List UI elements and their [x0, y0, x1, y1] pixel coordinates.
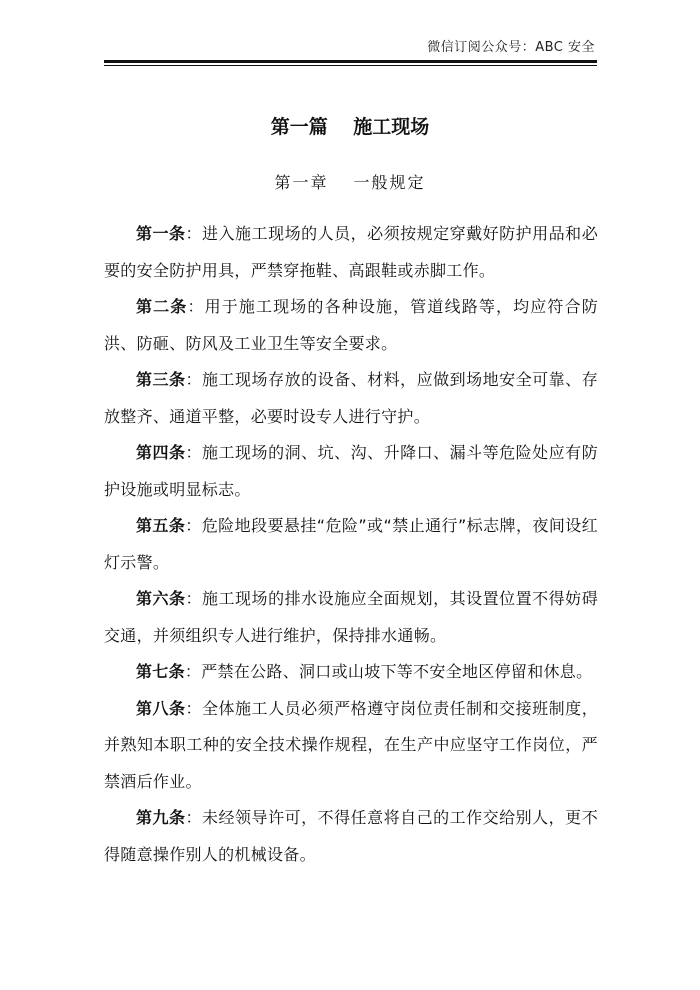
article-body: ：施工现场的洞、坑、沟、升降口、漏斗等危险处应有防护设施或明显标志。 — [104, 443, 598, 499]
article-body: ：危险地段要悬挂“危险”或“禁止通行”标志牌，夜间设红灯示警。 — [104, 516, 598, 572]
article-number: 第八条 — [136, 698, 186, 718]
article-8 — [104, 691, 598, 801]
article-5 — [104, 508, 598, 581]
article-number: 第七条 — [136, 662, 185, 681]
article-body: ：进入施工现场的人员，必须按规定穿戴好防护用品和必要的安全防护用具，严禁穿拖鞋、高跟鞋或赤脚工作。 — [104, 224, 598, 280]
article-1 — [104, 216, 598, 289]
article-body: ：施工现场的排水设施应全面规划，其设置位置不得妨碍交通，并须组织专人进行维护，保持排水通畅。 — [104, 589, 598, 645]
article-list — [104, 216, 598, 873]
article-2 — [104, 289, 598, 362]
article-number: 第一条 — [136, 224, 186, 243]
chapter-title: 第一章 一般规定 — [274, 173, 426, 192]
article-body: ：未经领导许可，不得任意将自己的工作交给别人，更不得随意操作别人的机械设备。 — [104, 808, 598, 864]
article-body: ：严禁在公路、洞口或山坡下等不安全地区停留和休息。 — [184, 662, 593, 681]
header-subscription-text: 微信订阅公众号：ABC 安全 — [427, 40, 595, 55]
article-7 — [104, 654, 598, 691]
article-number: 第二条 — [136, 297, 188, 316]
article-number: 第九条 — [136, 808, 186, 827]
article-body: ：全体施工人员必须严格遵守岗位责任制和交接班制度，并熟知本职工种的安全技术操作规程，在生产中应坚守工作岗位，严禁酒后作业。 — [104, 698, 598, 791]
article-9 — [104, 800, 598, 873]
article-body: ：用于施工现场的各种设施，管道线路等，均应符合防洪、防砸、防风及工业卫生等安全要求。 — [104, 297, 599, 353]
article-body: ：施工现场存放的设备、材料，应做到场地安全可靠、存放整齐、通道平整，必要时设专人进行守护。 — [104, 370, 598, 426]
article-number: 第五条 — [136, 516, 186, 535]
article-number: 第三条 — [136, 370, 186, 389]
article-6 — [104, 581, 598, 654]
header-rule-thin — [104, 65, 597, 66]
article-3 — [104, 362, 598, 435]
article-4 — [104, 435, 598, 508]
article-number: 第四条 — [136, 443, 186, 462]
article-number: 第六条 — [136, 589, 186, 608]
header-rule-thick — [104, 60, 597, 63]
part-title: 第一篇 施工现场 — [270, 116, 430, 138]
